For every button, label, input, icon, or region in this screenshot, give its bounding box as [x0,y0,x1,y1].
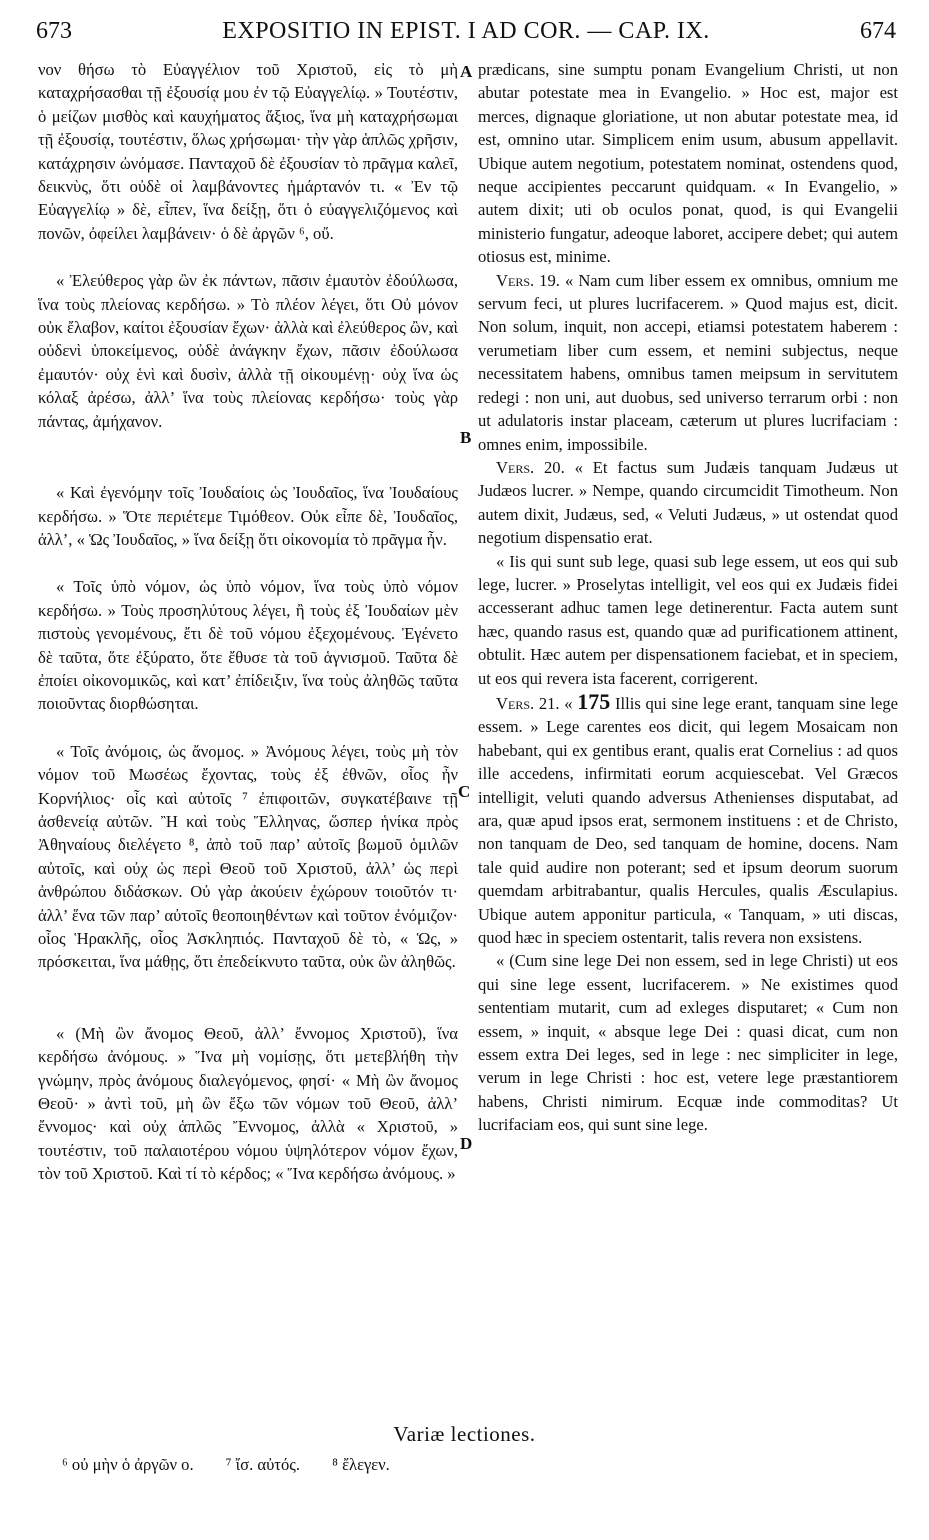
latin-text: « Nam cum liber essem ex omnibus, omnium me servum feci, ut plures lucrifacerem. » Quod majus est, dicit. Non solum, inquit, non accepi, etiamsi potestatem haberem : verumetiam liber cum essem, et nemini subjectus, neque necessitatem habens, omnibus tamen meipsum in servitutem redegi : non uni, aut duobus, sed universo terrarum orbi : non ut adulatoris instar placeam, cæterum ut plures lucrifaciam : omnes enim, impossibile. [478,270,898,454]
margin-marker-c: C [458,782,471,801]
latin-paragraph [478,58,898,269]
verse-label: Vers. 19. [496,270,560,290]
greek-paragraph: « Ἐλεύθερος γὰρ ὢν ἐκ πάντων, πᾶσιν ἐμαυτὸν ἐδούλωσα, ἵνα τοὺς πλείονας κερδήσω. » Τὸ πλέον λέγει, ὅτι Οὐ μόνον οὐκ ἔλαβον, καίτοι ἐξουσίαν ἔχων· ἀλλὰ καὶ ἐλεύθερος ὢν, καὶ οὐδενὶ ὑποκείμενος, οὐδὲ ἀνάγκην ἔχων, πᾶσιν ἐδούλωσα ἐμαυτόν· οὐχ ἑνὶ καὶ δυσὶν, ἀλλὰ τῇ οἰκουμένῃ· οὐχ ἵνα ὡς κόλαξ ἀρέσω, ἀλλ’ ἵνα τοὺς πλείονας κερδήσω· τοὺς γὰρ πάντας, ἀμήχανον. [38,271,458,431]
margin-marker-d: D [460,1134,473,1153]
latin-paragraph: Vers. 21. « 175 Illis qui sine lege erant, tanquam sine lege essem. » Lege carentes eos dicit, qui legem Mosaicam non habebant, qui ex gentibus erant, qualis erat Cornelius : ad quos ille accedens, infirmitati eorum acquiescebat. Vel Græcos intelligit, veluti quando adversus Athenienses disputabat, ad ara, quæ apud ipsos erat, sermonem instituens : et de Christo, non tanquam de Deo, sed tanquam de homine, docens. Nam tale quid audire non poterant; sed et ipsum deorum suorum quemdam arbitrabantur, qualis Hercules, qualis Æsculapius. Ubique autem apponitur particula, « Tanquam, » uti discas, quod hæc in speciem ostentarit, talis revera non exsistens. [478,688,899,948]
latin-column [478,58,898,1137]
margin-marker-b: B [460,428,472,447]
margin-marker-a: A [460,62,473,81]
greek-paragraph: « Καὶ ἐγενόμην τοῖς Ἰουδαίοις ὡς Ἰουδαῖος, ἵνα Ἰουδαίους κερδήσω. » Ὅτε περιέτεμε Τιμόθεον. Οὐκ εἶπε δὲ, Ἰουδαῖος, ἀλλ’, « Ὡς Ἰουδαῖος, » ἵνα δείξῃ ὅτι οἰκονομία τὸ πρᾶγμα ἦν. [38,483,458,549]
greek-paragraph: « (Μὴ ὢν ἄνομος Θεοῦ, ἀλλ’ ἔννομος Χριστοῦ), ἵνα κερδήσω ἀνόμους. » Ἵνα μὴ νομίσῃς, ὅτι μετεβλήθη τὴν γνώμην, πρὸς ἀνόμους διαλεγόμενος, φησί· « Μὴ ὢν ἄνομος Θεοῦ· » ἀντὶ τοῦ, μὴ ὢν ἔξω τῶν νόμων τοῦ Θεοῦ, ἀλλ’ ἔννομος· καὶ οὐχ ἁπλῶς Ἔννομος, ἀλλὰ « Χριστοῦ, » τουτέστιν, τοῦ παλαιοτέρου νόμου ὑψηλότερον νόμον ἔχων, τὸν τοῦ Χριστοῦ. Καὶ τί τὸ κέρδος; « Ἵνα κερδήσω ἀνόμους. » [38,1023,458,1184]
latin-text: « (Cum sine lege Dei non essem, sed in lege Christi) ut eos qui sine lege essent, lucrifacerem. » Ne existimes quod sententiam mutarit, cum ad exleges disputaret; « Cum non essem, » inquit, « absque lege Dei : quasi dicat, cum non essem extra Dei leges, sed in lege : nec simpliciter in lege, verum in lege Christi : hoc est, vetere lege præstantiorem habens, Christi nimirum. Ecquæ inde commoditas? Ut lucrifaciam eos, qui sunt sine lege. [478,951,898,1135]
latin-text: « Iis qui sunt sub lege, quasi sub lege essem, ut eos qui sub lege, lucrer. » Proselytas intelligit, vel eos qui ex Judæis fidei accesserant adhuc tamen lege detinerentur. Facta autem sunt hæc, quando rasus est, quando quæ ad purificationem attinent, obtulit. Hæc autem per dispensationem faciebat, et in speciem, ut eos qui revera ista facerent, corrigerent. [478,551,898,688]
running-header [36,18,896,54]
footnote: ⁷ ἴσ. αὐτός. [225,1455,300,1474]
latin-paragraph [478,949,898,1136]
running-title: EXPOSITIO IN EPIST. I AD COR. — CAP. IX. [222,18,710,44]
greek-paragraph: « Τοῖς ὑπὸ νόμον, ὡς ὑπὸ νόμον, ἵνα τοὺς ὑπὸ νόμον κερδήσω. » Τοὺς προσηλύτους λέγει, ἢ τοὺς ἐξ Ἰουδαίων μὲν πιστοὺς γενομένους, ἔτι δὲ τοῦ νόμου ἐξεχομένους. Ἐγένετο δὲ ταῦτα, ὅτε ἐξύρατο, ὅτε ἔθυσε τὰ τοῦ ἁγνισμοῦ. Ταῦτα δὲ ἐποίει οἰκονομικῶς, καὶ κατ’ ἐπίδειξιν, ἵνα τοὺς ἀληθῶς ταῦτα ποιοῦντας διορθώσηται. [38,577,458,714]
latin-text: prædicans, sine sumptu ponam Evangelium Christi, ut non abutar potestate mea in Evangelio. » Hoc est, major est merces, dignaque gloriatione, ut non abutar potestate mea, id est, omnino utar. Simplicem enim usum, abusum appellavit. Ubique autem negotium, potestatem nominat, ostendens quod, neque accipientes peccarunt quidquam. « In Evangelio, » autem dixit; uti ob oculos ponat, quod, is qui Evangelii ministerio fungatur, adeoque laboret, accipere debet; qui autem otiosus est, minime. [478,60,898,267]
footnotes [62,1455,418,1475]
variae-lectiones-heading: Variæ lectiones. [393,1422,536,1446]
footnote: ⁸ ἔλεγεν. [332,1455,390,1474]
page-number-left: 673 [36,18,72,44]
latin-text: Illis qui sine lege erant, tanquam sine lege essem. » Lege carentes eos dicit, qui legem Mosaicam non habebant, qui ex gentibus erant, qualis erat Cornelius : ad quos ille accedens, infirmitati eorum acquiescebat. Vel Græcos intelligit, veluti quando adversus Athenienses disputabat, ad ara, quæ apud ipsos erat, sermonem instituens : et de Christo, non tanquam de Deo, sed tanquam de homine, docens. Nam tale quid audire non poterant; sed et ipsum deorum suorum quemdam arbitrabantur, qualis Hercules, qualis Æsculapius. Ubique autem apponitur particula, « Tanquam, » uti discas, quod hæc in speciem ostentarit, talis revera non exsistens. [478,693,899,948]
greek-paragraph: « Τοῖς ἀνόμοις, ὡς ἄνομος. » Ἀνόμους λέγει, τοὺς μὴ τὸν νόμον τοῦ Μωσέως ἔχοντας, τοὺς ἐξ ἐθνῶν, οἷος ἦν Κορνήλιος· οἷς καὶ αὐτοῖς ⁷ ἐπιφοιτῶν, συγκατέβαινε τῇ ἀσθενείᾳ αὐτῶν. Ἢ καὶ τοὺς Ἕλληνας, ὥσπερ ἡνίκα πρὸς Ἀθηναίους διελέγετο ⁸, ἀπὸ τοῦ παρ’ αὐτοῖς βωμοῦ ὁμιλῶν αὐτοῖς, καὶ οὐχ ὡς περὶ Θεοῦ τοῦ Χριστοῦ, ἀλλ’ ὡς περὶ ἀνθρώπου διδάσκων. Οὐ γὰρ ἀκούειν ἐχώρουν τοιοῦτόν τι· ἀλλ’ ἕνα τῶν παρ’ αὐτοῖς θεοποιηθέντων καὶ τοῦτον ἐνόμιζον· οἷος Ἡρακλῆς, οἷος Ἀσκληπιός. Πανταχοῦ δὲ τὸ, « Ὡς, » πρόσκειται, ἵνα μάθῃς, ὅτι ἐπεδείκνυτο ταῦτα, οὐκ ὢν ἀληθῶς. [38,741,458,972]
latin-text: « Et factus sum Judæis tanquam Judæus ut Judæos lucrer. » Nempe, quando circumcidit Timotheum. Non autem dixit, Judæus, sed, « Veluti Judæus, » ut ostendat quod negotium dispensatio erat. [478,457,898,548]
footnote: ⁶ οὐ μὴν ὁ ἀργῶν ο. [62,1455,194,1474]
latin-paragraph [478,550,898,690]
latin-paragraph [478,269,898,456]
column-number: 175 [577,688,611,714]
greek-column [38,58,458,1186]
latin-paragraph [478,456,898,550]
verse-label: Vers. 21. [496,693,560,713]
page-number-right: 674 [860,18,896,44]
greek-paragraph: νον θήσω τὸ Εὐαγγέλιον τοῦ Χριστοῦ, εἰς τὸ μὴ καταχρήσασθαι τῇ ἐξουσίᾳ μου ἐν τῷ Εὐαγγελίῳ. » Τουτέστιν, ὁ μείζων μισθὸς καὶ καυχήματος ἄξιος, ἵνα μὴ καταχρήσωμαι τῇ ἐξουσίᾳ, τουτέστιν, ὅλως χρήσωμαι· τὴν γὰρ ἁπλῶς χρῆσιν, κατάχρησιν ὠνόμασε. Πανταχοῦ δὲ ἐξουσίαν τὸ πρᾶγμα καλεῖ, δεικνὺς, ὅτι οὐδὲ οἱ λαμβάνοντες ἡμάρτανόν τι. « Ἐν τῷ Εὐαγγελίῳ » δὲ, εἶπεν, ἵνα δείξῃ, ὅτι ὁ εὐαγγελιζόμενος καὶ πονῶν, ὀφείλει λαμβάνειν· ὁ δὲ ἀργῶν ⁶, οὔ. [38,60,458,243]
verse-label: Vers. 20. [496,457,565,477]
